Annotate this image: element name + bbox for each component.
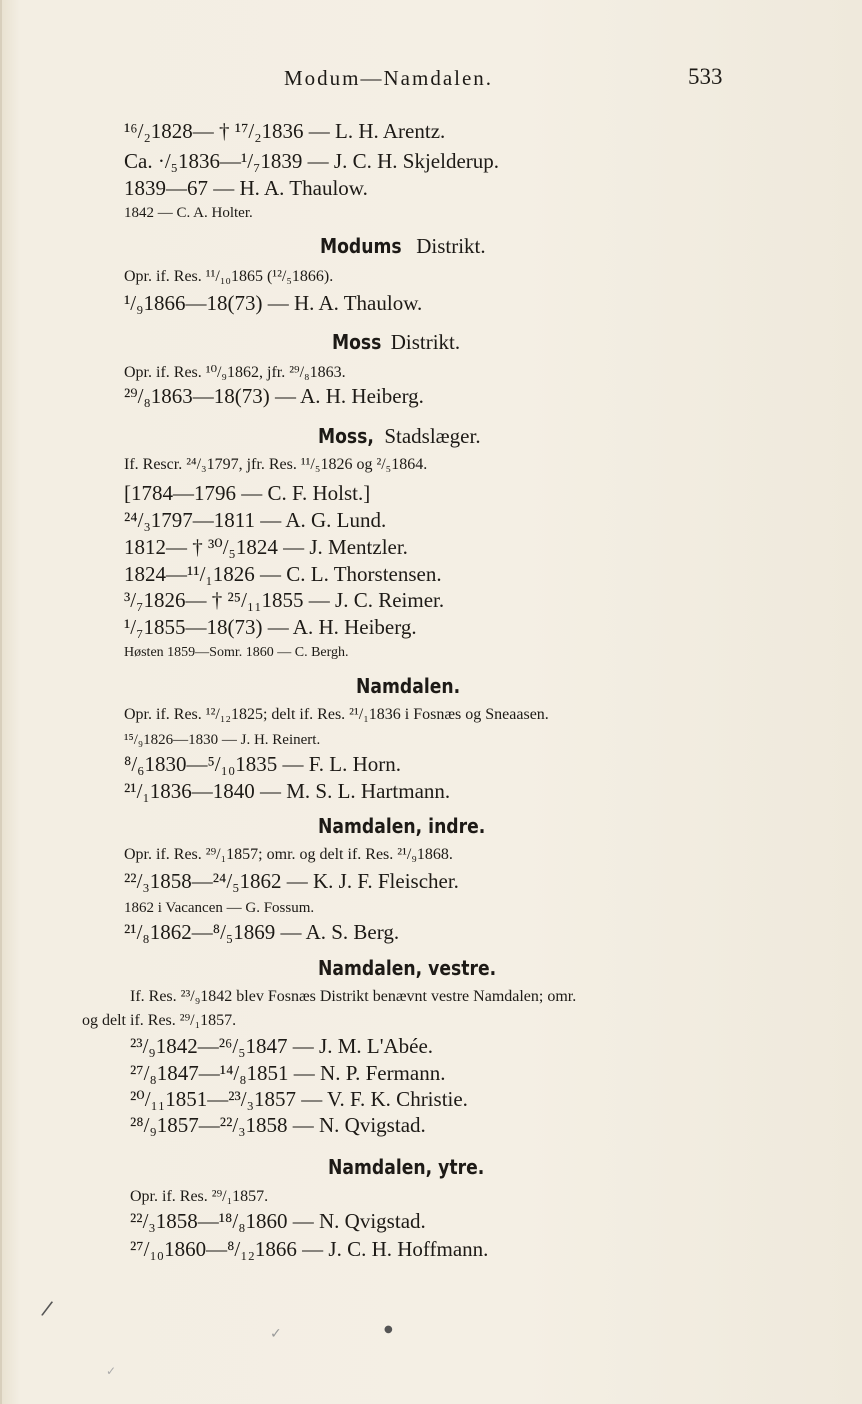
heading-bold: Modums <box>320 234 402 258</box>
running-title: Modum—Namdalen. <box>284 66 494 90</box>
heading-rest: Stadslæger. <box>384 424 481 448</box>
entry-line: ¹/₉1866—18(73) — H. A. Thaulow. <box>124 291 423 315</box>
entry-line: ²¹/₁1836—1840 — M. S. L. Hartmann. <box>124 779 451 803</box>
entry-line: ²⁹/₈1863—18(73) — A. H. Heiberg. <box>124 384 424 408</box>
section-heading-modums <box>320 234 486 259</box>
page-number: 533 <box>688 64 723 89</box>
heading-rest: Distrikt. <box>416 234 486 258</box>
stray-dot: ● <box>384 1324 393 1335</box>
entry-line: ²¹/₈1862—⁸/₅1869 — A. S. Berg. <box>124 920 400 944</box>
heading-bold: Moss <box>332 330 382 354</box>
establishment-note: Opr. if. Res. ²⁹/₁1857; omr. og delt if. Res. ²¹/₉1868. <box>124 846 453 863</box>
entry-line: ²²/₃1858—²⁴/₅1862 — K. J. F. Fleischer. <box>124 869 459 893</box>
entry-line: Ca. ·/₅1836—¹/₇1839 — J. C. H. Skjelderup. <box>124 149 500 173</box>
heading-bold: Namdalen. <box>356 674 461 698</box>
entry-line: ²³/₉1842—²⁶/₅1847 — J. M. L'Abée. <box>130 1034 434 1058</box>
establishment-note: Opr. if. Res. ¹¹/₁₀1865 (¹²/₅1866). <box>124 268 334 285</box>
establishment-note: If. Res. ²³/₉1842 blev Fosnæs Distrikt benævnt vestre Namdalen; omr. <box>130 988 577 1005</box>
heading-rest: Distrikt. <box>390 330 461 354</box>
section-heading-namdalen-indre <box>318 814 513 839</box>
establishment-note-continued: og delt if. Res. ²⁹/₁1857. <box>82 1012 237 1029</box>
entry-line: 1862 i Vacancen — G. Fossum. <box>124 900 315 916</box>
heading-bold: Namdalen, ytre. <box>328 1155 485 1179</box>
stray-mark: ✓ <box>106 1364 117 1378</box>
section-heading-moss-distrikt <box>332 330 460 355</box>
establishment-note: Opr. if. Res. ¹²/₁₂1825; delt if. Res. ²¹/₁1836 i Fosnæs og Sneaasen. <box>124 706 549 723</box>
section-heading-namdalen <box>356 674 477 699</box>
section-heading-namdalen-ytre <box>328 1155 510 1180</box>
section-heading-moss-stadslaeger <box>318 424 481 449</box>
entry-line: ³/₇1826— † ²⁵/₁₁1855 — J. C. Reimer. <box>124 588 445 612</box>
entry-line: 1842 — C. A. Holter. <box>124 205 253 221</box>
heading-bold: Namdalen, vestre. <box>318 956 497 980</box>
entry-line: 1824—¹¹/₁1826 — C. L. Thorstensen. <box>124 562 442 586</box>
heading-bold: Moss, <box>318 424 374 448</box>
entry-line: 1812— † ³⁰/₅1824 — J. Mentzler. <box>124 535 408 559</box>
entry-line: ²⁸/₉1857—²²/₃1858 — N. Qvigstad. <box>130 1113 426 1137</box>
entry-line: [1784—1796 — C. F. Holst.] <box>124 481 371 505</box>
stray-pencil-mark: / <box>40 1295 55 1321</box>
establishment-note: Opr. if. Res. ²⁹/₁1857. <box>130 1188 269 1205</box>
entry-line: ⁸/₆1830—⁵/₁₀1835 — F. L. Horn. <box>124 752 402 776</box>
entry-line: 1839—67 — H. A. Thaulow. <box>124 176 368 200</box>
entry-line: ¹⁵/₉1826—1830 — J. H. Reinert. <box>124 732 321 748</box>
entry-line: Høsten 1859—Somr. 1860 — C. Bergh. <box>124 645 349 660</box>
entry-line: ²²/₃1858—¹⁸/₈1860 — N. Qvigstad. <box>130 1209 426 1233</box>
stray-mark: ✓ <box>270 1326 282 1342</box>
entry-line: ²⁷/₁₀1860—⁸/₁₂1866 — J. C. H. Hoffmann. <box>130 1237 489 1261</box>
section-heading-namdalen-vestre <box>318 956 525 981</box>
establishment-note: If. Rescr. ²⁴/₃1797, jfr. Res. ¹¹/₅1826 og ²/₅1864. <box>124 456 428 473</box>
entry-line: ¹⁶/₂1828— † ¹⁷/₂1836 — L. H. Arentz. <box>124 119 446 143</box>
entry-line: ²⁰/₁₁1851—²³/₃1857 — V. F. K. Christie. <box>130 1087 468 1111</box>
entry-line: ¹/₇1855—18(73) — A. H. Heiberg. <box>124 615 417 639</box>
entry-line: ²⁷/₈1847—¹⁴/₈1851 — N. P. Fermann. <box>130 1061 446 1085</box>
entry-line: ²⁴/₃1797—1811 — A. G. Lund. <box>124 508 387 532</box>
heading-bold: Namdalen, indre. <box>318 814 486 838</box>
establishment-note: Opr. if. Res. ¹⁰/₉1862, jfr. ²⁹/₈1863. <box>124 364 346 381</box>
